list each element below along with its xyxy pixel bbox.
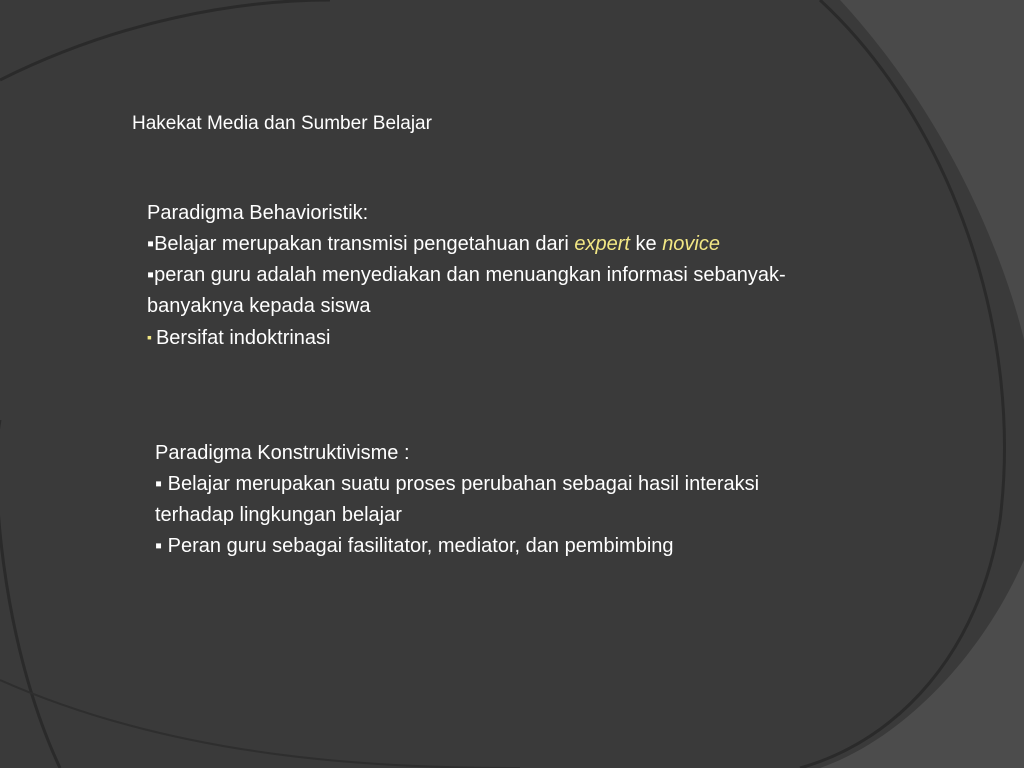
bullet-text: Belajar merupakan transmisi pengetahuan dari [154, 233, 575, 255]
bullet-marker: ▪ [155, 535, 163, 557]
konstruktivisme-bullet-1 [155, 469, 955, 531]
bullet-text-line-2: banyaknya kepada siswa [147, 295, 371, 317]
bullet-text: Peran guru sebagai fasilitator, mediator, dan pembimbing [162, 535, 674, 557]
behavioristik-bullet-2 [147, 260, 977, 322]
behavioristik-section [147, 198, 977, 354]
slide-title: Hakekat Media dan Sumber Belajar [132, 113, 432, 134]
behavioristik-bullet-3 [147, 322, 977, 354]
konstruktivisme-heading: Paradigma Konstruktivisme : [155, 442, 410, 464]
konstruktivisme-bullet-2 [155, 531, 955, 562]
behavioristik-bullet-1 [147, 229, 977, 260]
bullet-marker: ▪ [155, 473, 163, 495]
bullet-text-line-2: terhadap lingkungan belajar [155, 504, 402, 526]
bullet-text-mid: ke [629, 233, 663, 255]
bullet-marker-gold: ▪ [147, 329, 152, 345]
konstruktivisme-section [155, 438, 955, 562]
bullet-marker: ▪ [147, 233, 155, 255]
bullet-text: Bersifat indoktrinasi [155, 327, 331, 349]
behavioristik-heading: Paradigma Behavioristik: [147, 202, 369, 224]
bullet-marker: ▪ [147, 264, 155, 286]
bullet-text-line-1: peran guru adalah menyediakan dan menuangkan informasi sebanyak- [154, 264, 786, 286]
term-expert: expert [574, 233, 630, 255]
bullet-text-line-1: Belajar merupakan suatu proses perubahan sebagai hasil interaksi [162, 473, 760, 495]
term-novice: novice [662, 233, 720, 255]
